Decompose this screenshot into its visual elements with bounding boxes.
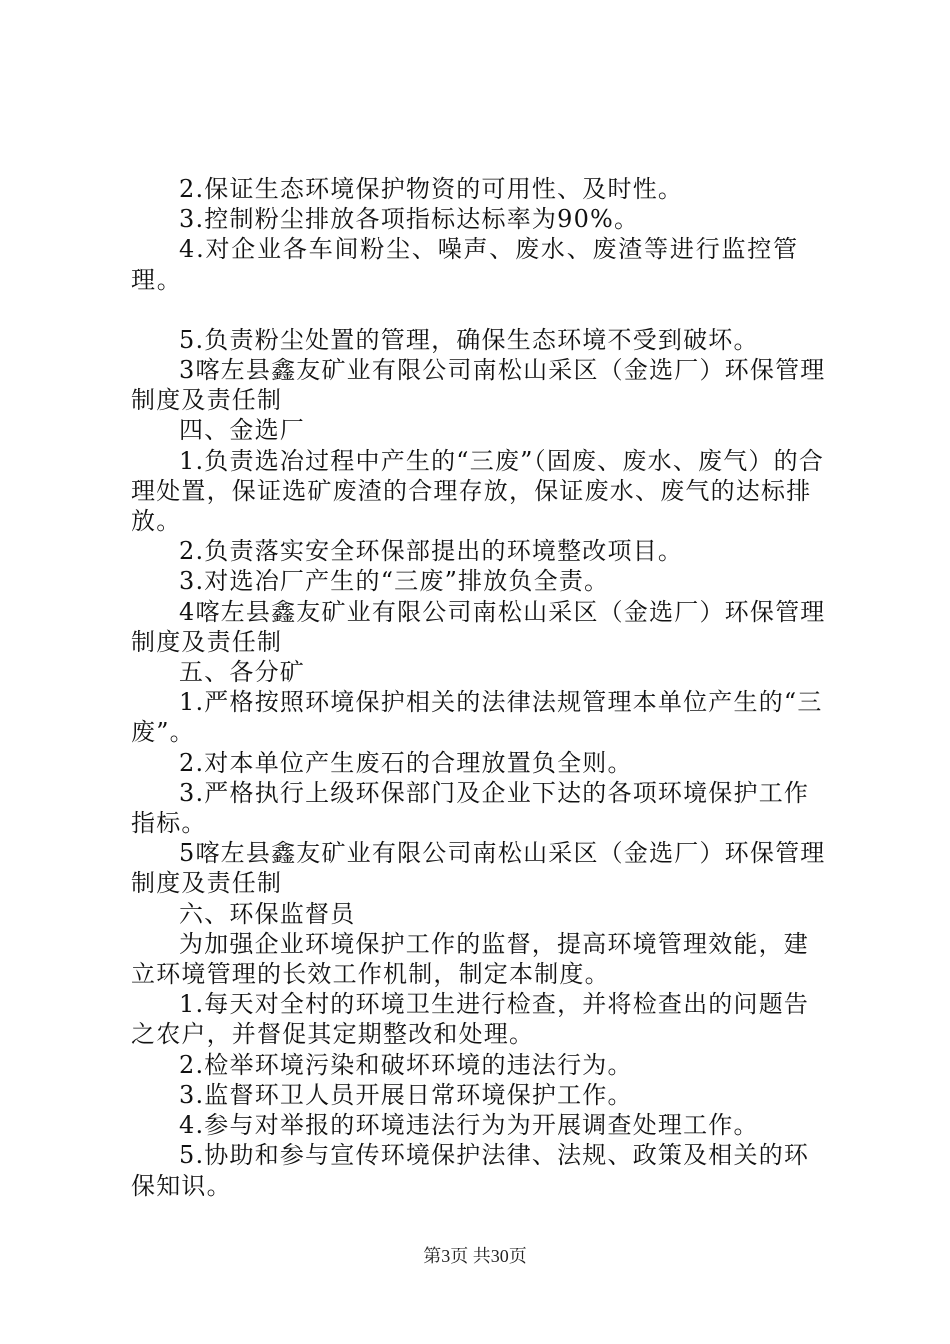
paragraph: 2.检举环境污染和破坏环境的违法行为。 <box>179 1050 633 1079</box>
section-heading: 六、环保监督员 <box>179 899 356 928</box>
paragraph: 2.保证生态环境保护物资的可用性、及时性。 <box>179 175 684 203</box>
paragraph: 1.严格按照环境保护相关的法律法规管理本单位产生的“三废”。 <box>131 688 823 747</box>
section-heading: 四、金选厂 <box>179 416 305 445</box>
paragraph: 3.严格执行上级环保部门及企业下达的各项环境保护工作指标。 <box>131 778 810 838</box>
paragraph: 1.负责选冶过程中产生的“三废”（固废、废水、废气）的合理处置，保证选矿废渣的合理存放，保证废水、废气的达标排放。 <box>131 446 825 536</box>
section-caption: 4喀左县鑫友矿业有限公司南松山采区（金选厂）环保管理制度及责任制 <box>131 597 826 656</box>
paragraph: 5.协助和参与宣传环境保护法律、法规、政策及相关的环保知识。 <box>131 1141 810 1200</box>
paragraph: 1.每天对全村的环境卫生进行检查，并将检查出的问题告之农户，并督促其定期整改和处理。 <box>131 990 810 1049</box>
page-number: 第3页 共30页 <box>423 1246 527 1266</box>
paragraph: 3.监督环卫人员开展日常环境保护工作。 <box>179 1080 633 1109</box>
paragraph: 2.对本单位产生废石的合理放置负全则。 <box>179 748 633 777</box>
paragraph: 3.控制粉尘排放各项指标达标率为90%。 <box>179 205 640 234</box>
paragraph: 5.负责粉尘处置的管理，确保生态环境不受到破坏。 <box>179 325 759 354</box>
section-caption: 5喀左县鑫友矿业有限公司南松山采区（金选厂）环保管理制度及责任制 <box>131 839 826 898</box>
paragraph: 4.参与对举报的环境违法行为为开展调查处理工作。 <box>179 1111 759 1140</box>
document-body <box>131 174 831 1201</box>
paragraph: 2.负责落实安全环保部提出的环境整改项目。 <box>179 537 684 566</box>
section-caption: 3喀左县鑫友矿业有限公司南松山采区（金选厂）环保管理制度及责任制 <box>131 356 826 415</box>
section-heading: 五、各分矿 <box>179 658 305 687</box>
paragraph-gap <box>131 295 831 325</box>
paragraph: 4.对企业各车间粉尘、噪声、废水、废渣等进行监控管理。 <box>131 235 799 294</box>
paragraph: 为加强企业环境保护工作的监督，提高环境管理效能，建立环境管理的长效工作机制，制定本制度。 <box>131 929 809 989</box>
paragraph: 3.对选冶厂产生的“三废”排放负全责。 <box>179 567 610 596</box>
